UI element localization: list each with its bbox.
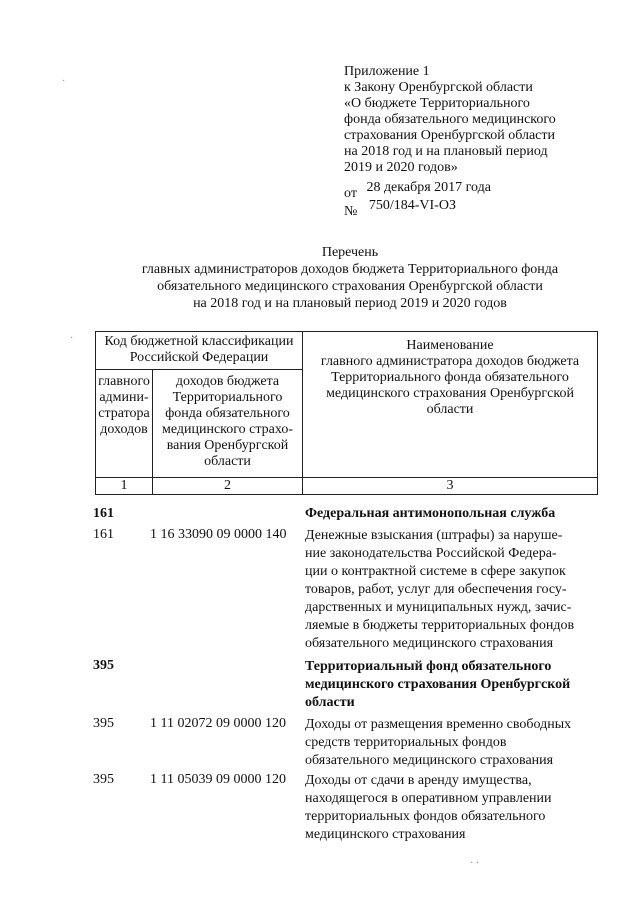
law-number: [344, 198, 456, 219]
admin-code: 161: [93, 506, 114, 521]
appendix-line: страхования Оренбургской области: [344, 128, 555, 143]
column-number: 2: [153, 478, 303, 495]
appendix-header: [344, 64, 624, 176]
appendix-line: 2019 и 2020 годов»: [344, 160, 458, 175]
scan-speck: ·: [70, 333, 74, 344]
revenue-column-header: доходов бюджета Территориального фонда обязательного медицинского страхо- вания Оренбургской области: [153, 370, 303, 478]
code-group-header: Код бюджетной классификации Российской Федерации: [96, 332, 303, 370]
title-line: Перечень: [321, 245, 379, 260]
admin-code: 161: [93, 527, 114, 542]
column-number: 1: [96, 478, 153, 495]
date-value: 28 декабря 2017 года: [366, 180, 491, 195]
administrator-name: Территориальный фонд обязательного медицинского страхования Оренбургской области: [305, 659, 571, 710]
title-line: главных администраторов доходов бюджета Территориального фонда: [141, 262, 559, 277]
appendix-line: фонда обязательного медицинского: [344, 112, 556, 127]
number-prefix: №: [344, 204, 358, 219]
revenue-code: 1 11 05039 09 0000 120: [150, 772, 286, 787]
administrator-name: Федеральная антимонопольная служба: [305, 506, 556, 521]
column-number: 3: [303, 478, 598, 495]
appendix-line: к Закону Оренбургской области: [344, 80, 533, 95]
revenue-name: Денежные взыскания (штрафы) за наруше- ние законодательства Российской Федера- ции о контрактной системе в сфере закупок товаров, работ, услуг для обеспечения госу- дарственных и муниципальных нужд, зачис- ляемые в бюджеты территориальных фондов обязательного медицинского страхования: [305, 528, 575, 651]
appendix-line: на 2018 год и на плановый период: [344, 144, 548, 159]
revenue-code: 1 11 02072 09 0000 120: [150, 716, 286, 731]
admin-code: 395: [93, 716, 114, 731]
admin-code: 395: [93, 772, 114, 787]
name-column-header: Наименование главного администратора доходов бюджета Территориального фонда обязательного медицинского страхования Оренбургской области: [303, 332, 598, 478]
revenue-name: Доходы от сдачи в аренду имущества, находящегося в оперативном управлении территориальных фондов обязательного медицинского страхования: [305, 773, 552, 842]
revenue-code: 1 16 33090 09 0000 140: [150, 527, 287, 542]
classification-table-header: [95, 331, 598, 495]
appendix-line: «О бюджете Территориального: [344, 96, 530, 111]
appendix-line: Приложение 1: [344, 64, 430, 79]
title-line: обязательного медицинского страхования Оренбургской области: [157, 279, 543, 294]
scan-speck: · ·: [470, 858, 480, 869]
admin-column-header: главного админи- стратора доходов: [96, 370, 153, 478]
title-line: на 2018 год и на плановый период 2019 и 2020 годов: [193, 296, 507, 311]
revenue-name: Доходы от размещения временно свободных средств территориальных фондов обязательного медицинского страхования: [305, 717, 572, 768]
date-prefix: от: [344, 186, 357, 201]
document-title: [100, 244, 600, 312]
scan-speck: ·: [62, 76, 66, 87]
number-value: 750/184-VI-ОЗ: [368, 198, 456, 213]
admin-code: 395: [93, 658, 114, 673]
law-date: [344, 180, 491, 201]
